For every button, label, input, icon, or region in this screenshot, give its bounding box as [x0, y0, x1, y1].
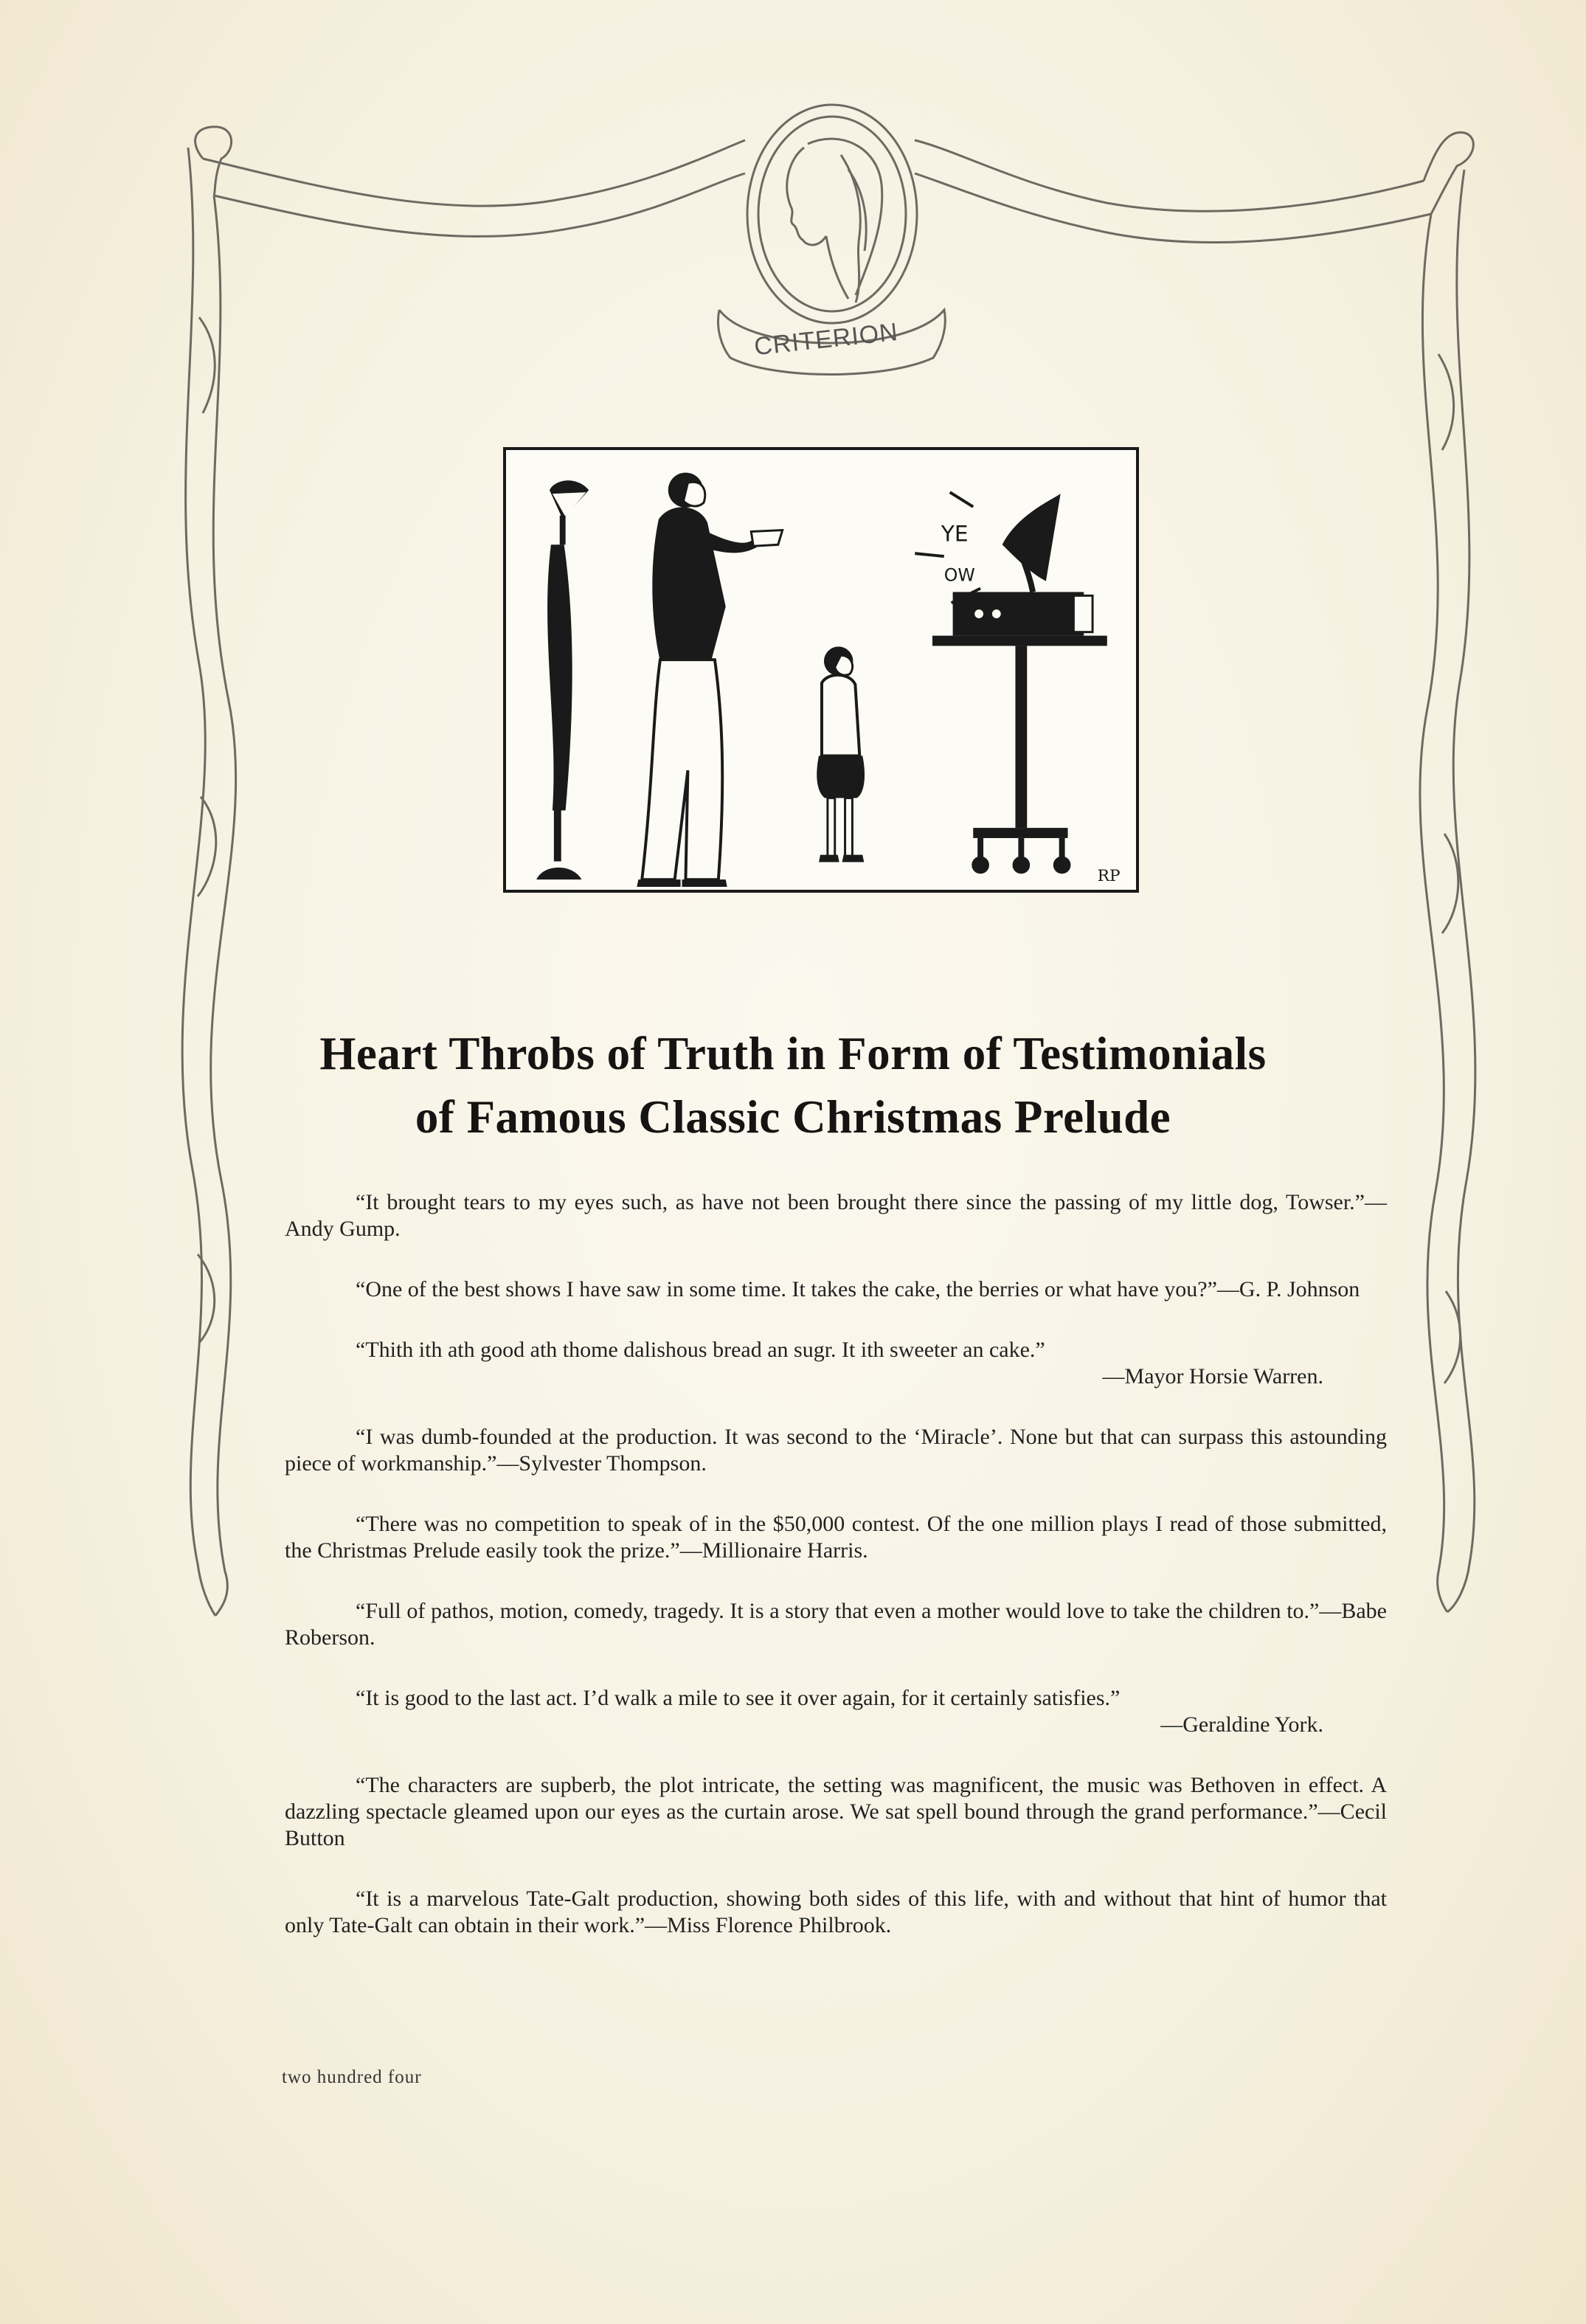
artist-signature: RP — [1097, 867, 1121, 886]
testimonial-text: “It brought tears to my eyes such, as have not been brought there since the passing of my little dog, Towser.”—Andy Gump. — [285, 1190, 1387, 1241]
testimonial-text: “Full of pathos, motion, comedy, tragedy. It is a story that even a mother would love to take the children to.”—Babe Roberson. — [285, 1599, 1387, 1650]
testimonials-list — [285, 1189, 1387, 1973]
title-line-1: Heart Throbs of Truth in Form of Testimonials — [319, 1028, 1267, 1079]
boy-drawing — [817, 646, 865, 862]
testimonial-text: “I was dumb-founded at the production. It was second to the ‘Miracle’. None but that can surpass this astounding piece of workmanship.”—Sylvester Thompson. — [285, 1425, 1387, 1476]
cartoon-illustration — [503, 447, 1139, 893]
testimonial-text: “It is good to the last act. I’d walk a mile to see it over again, for it certainly satisfies.” — [356, 1686, 1121, 1710]
sound-lines — [915, 492, 980, 603]
floor-lamp-drawing — [536, 480, 589, 879]
sound-text-ow: OW — [943, 564, 975, 586]
testimonial-attribution: —Geraldine York. — [1160, 1712, 1323, 1737]
page-number-label: two hundred four — [282, 2067, 422, 2087]
title-line-2: of Famous Classic Christmas Prelude — [415, 1091, 1171, 1143]
testimonial — [285, 1276, 1387, 1303]
page-title — [221, 1022, 1365, 1149]
man-drawing — [637, 473, 782, 887]
testimonial — [285, 1685, 1387, 1738]
testimonial — [285, 1511, 1387, 1564]
testimonial-text: “There was no competition to speak of in the $50,000 contest. Of the one million plays I read of those submitted, the Christmas Prelude easily took the prize.”—Millionaire Harris. — [285, 1512, 1387, 1563]
testimonial-text: “Thith ith ath good ath thome dalishous bread an sugr. It ith sweeter an cake.” — [356, 1338, 1045, 1362]
sound-text-ye: YE — [941, 521, 969, 547]
testimonial — [285, 1337, 1387, 1390]
testimonial-attribution: —Mayor Horsie Warren. — [1102, 1364, 1323, 1388]
emblem-ribbon-text: CRITERION — [752, 317, 900, 362]
testimonial-text: “One of the best shows I have saw in some time. It takes the cake, the berries or what have you?”—G. P. Johnson — [356, 1277, 1360, 1301]
testimonial — [285, 1886, 1387, 1939]
testimonial-text: “It is a marvelous Tate-Galt production, showing both sides of this life, with and without that hint of humor that only Tate-Galt can obtain in their work.”—Miss Florence Philbrook. — [285, 1886, 1387, 1937]
testimonial — [285, 1772, 1387, 1852]
testimonial — [285, 1598, 1387, 1651]
testimonial-text: “The characters are supberb, the plot intricate, the setting was magnificent, the music was Bethoven in effect. A dazzling spectacle gleamed upon our eyes as the curtain arose. We sat spell bound through the grand performance.”—Cecil Button — [285, 1773, 1387, 1850]
phonograph-drawing — [932, 494, 1107, 874]
testimonial — [285, 1189, 1387, 1242]
testimonial — [285, 1424, 1387, 1477]
